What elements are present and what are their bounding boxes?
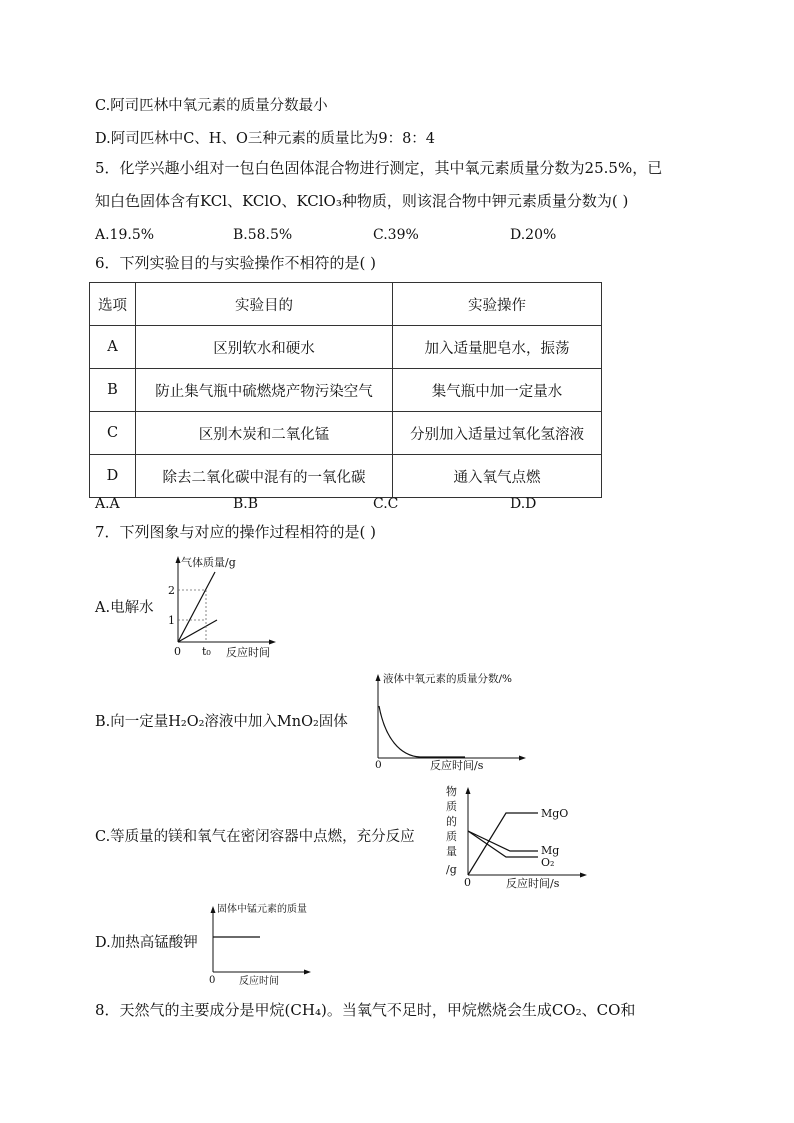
graph-b-h2o2 xyxy=(370,668,560,774)
x-axis-label: 反应时间/s xyxy=(430,759,484,772)
table-row xyxy=(90,412,602,455)
y-axis-label: 液体中氧元素的质量分数/% xyxy=(383,673,513,685)
option-b[interactable]: B.58.5% xyxy=(233,227,293,243)
series-label-o2: O₂ xyxy=(541,856,555,869)
x-axis-label: 反应时间 xyxy=(239,976,279,987)
x-axis-label: 反应时间 xyxy=(226,646,270,659)
y-tick-1: 1 xyxy=(168,614,175,627)
cell-operation: 分别加入适量过氧化氢溶液 xyxy=(393,412,602,455)
table-header-row xyxy=(90,283,602,326)
header-purpose: 实验目的 xyxy=(136,283,393,326)
experiment-table xyxy=(89,282,602,498)
graph-c-label[interactable]: C.等质量的镁和氧气在密闭容器中点燃，充分反应 xyxy=(95,829,415,845)
cell-purpose: 区别软水和硬水 xyxy=(136,326,393,369)
option-d[interactable]: D.D xyxy=(510,496,537,512)
question-6-stem: 6．下列实验目的与实验操作不相符的是( ) xyxy=(95,254,377,272)
table-row xyxy=(90,369,602,412)
series-o2-line xyxy=(468,831,538,857)
x-tick-t0: t₀ xyxy=(202,645,211,658)
origin-label: 0 xyxy=(174,645,181,658)
series-label-mg: Mg xyxy=(541,844,560,857)
graph-a-label[interactable]: A.电解水 xyxy=(95,600,154,616)
option-d[interactable]: D.20% xyxy=(510,227,557,243)
y-axis-label: 气体质量/g xyxy=(181,556,236,569)
y-axis-arrow xyxy=(211,906,216,913)
option-a[interactable]: A.A xyxy=(95,496,120,512)
header-option: 选项 xyxy=(90,283,136,326)
cell-option: C xyxy=(90,412,136,455)
y-label-char: 物 xyxy=(446,785,457,798)
option-c[interactable]: C.39% xyxy=(373,227,419,243)
x-axis-arrow xyxy=(519,756,526,761)
y-axis-arrow xyxy=(176,556,181,563)
question-5-line-2: 知白色固体含有KCl、KClO、KClO₃种物质，则该混合物中钾元素质量分数为( ) xyxy=(95,192,629,210)
origin-label: 0 xyxy=(375,759,382,771)
graph-c-magnesium xyxy=(446,783,606,889)
cell-purpose: 防止集气瓶中硫燃烧产物污染空气 xyxy=(136,369,393,412)
y-label-char: /g xyxy=(446,863,457,876)
origin-label: 0 xyxy=(464,876,471,889)
option-c[interactable]: C.C xyxy=(373,496,399,512)
y-label-char: 量 xyxy=(446,845,457,858)
option-a[interactable]: A.19.5% xyxy=(95,227,155,243)
y-tick-2: 2 xyxy=(168,584,175,597)
question-8-line-1: 8．天然气的主要成分是甲烷(CH₄)。当氧气不足时，甲烷燃烧会生成CO₂、CO和 xyxy=(95,1001,636,1019)
series-mg-line xyxy=(468,831,538,851)
y-axis-label: 固体中锰元素的质量 xyxy=(217,904,307,915)
graph-b-label[interactable]: B.向一定量H₂O₂溶液中加入MnO₂固体 xyxy=(95,714,348,730)
y-label-char: 质 xyxy=(446,800,457,813)
question-7-stem: 7．下列图象与对应的操作过程相符的是( ) xyxy=(95,523,377,541)
header-operation: 实验操作 xyxy=(393,283,602,326)
cell-operation: 通入氧气点燃 xyxy=(393,455,602,498)
option-b[interactable]: B.B xyxy=(233,496,259,512)
cell-operation: 集气瓶中加一定量水 xyxy=(393,369,602,412)
y-axis-arrow xyxy=(466,787,471,794)
y-label-char: 的 xyxy=(446,815,457,828)
decay-curve xyxy=(379,706,465,757)
graph-a-electrolysis xyxy=(160,552,300,660)
table-row xyxy=(90,326,602,369)
origin-label: 0 xyxy=(209,975,216,986)
question-5-line-1: 5．化学兴趣小组对一包白色固体混合物进行测定，其中氧元素质量分数为25.5%，已 xyxy=(95,159,663,177)
series-mgo-line xyxy=(468,813,538,875)
option-d-text: D.阿司匹林中C、H、O三种元素的质量比为9：8：4 xyxy=(95,131,436,147)
cell-option: B xyxy=(90,369,136,412)
x-axis-arrow xyxy=(269,640,276,645)
option-c-text: C.阿司匹林中氧元素的质量分数最小 xyxy=(95,98,328,114)
cell-purpose: 除去二氧化碳中混有的一氧化碳 xyxy=(136,455,393,498)
graph-d-permanganate xyxy=(205,900,335,990)
cell-operation: 加入适量肥皂水，振荡 xyxy=(393,326,602,369)
x-axis-arrow xyxy=(580,873,587,878)
y-label-char: 质 xyxy=(446,830,457,843)
graph-d-label[interactable]: D.加热高锰酸钾 xyxy=(95,935,198,951)
cell-option: A xyxy=(90,326,136,369)
series-label-mgo: MgO xyxy=(541,807,569,820)
x-axis-arrow xyxy=(304,970,311,975)
x-axis-label: 反应时间/s xyxy=(506,877,560,889)
cell-purpose: 区别木炭和二氧化锰 xyxy=(136,412,393,455)
cell-option: D xyxy=(90,455,136,498)
table-row xyxy=(90,455,602,498)
y-axis-arrow xyxy=(376,674,381,681)
